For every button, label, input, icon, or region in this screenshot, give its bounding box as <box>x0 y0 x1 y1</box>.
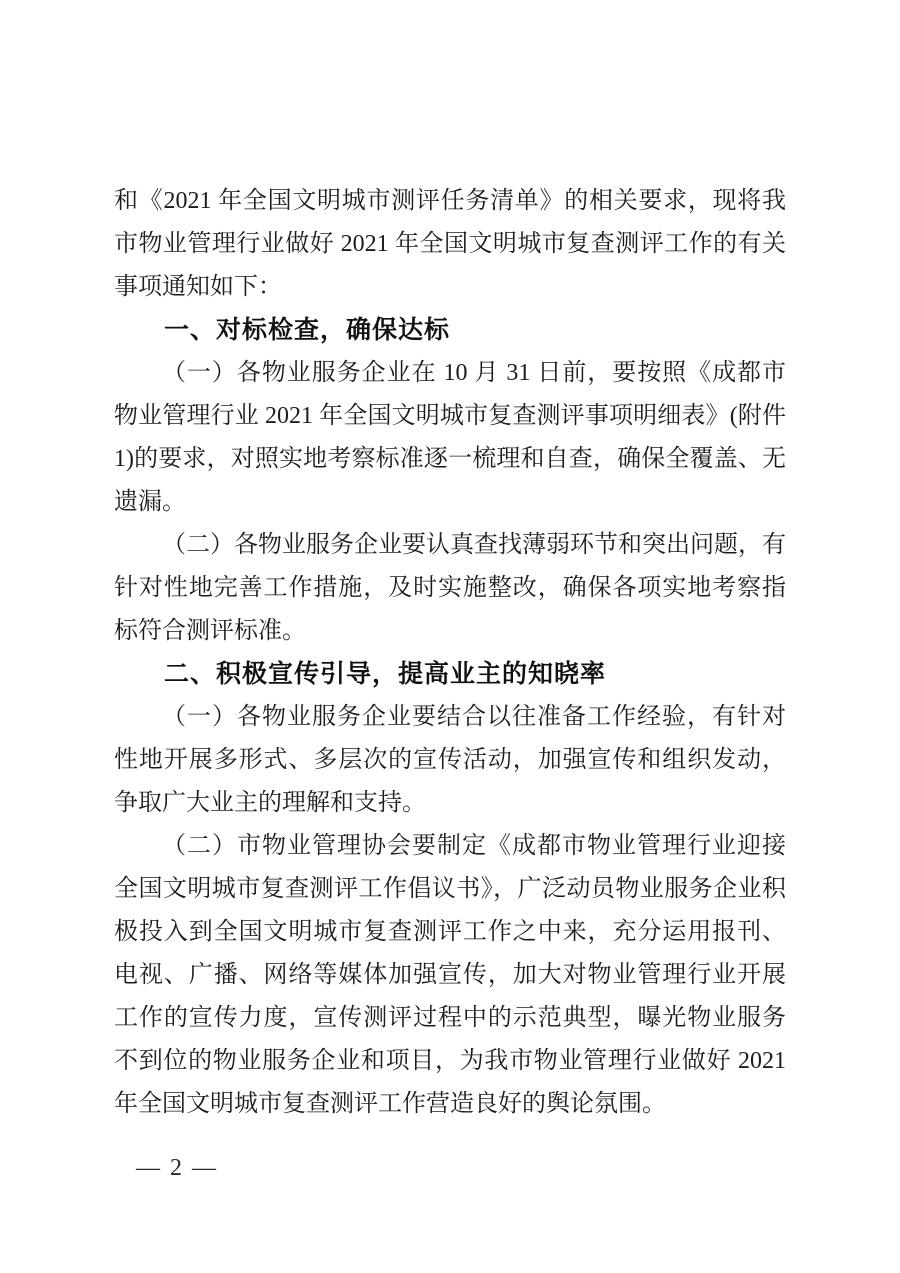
page-number: — 2 — <box>136 1155 218 1181</box>
paragraph-line: 针对性地完善工作措施，及时实施整改，确保各项实地考察指 <box>114 575 786 601</box>
paragraph-line: （二）市物业管理协会要制定《成都市物业管理行业迎接 <box>162 833 786 859</box>
paragraph-line: 全国文明城市复查测评工作倡议书》，广泛动员物业服务企业积 <box>114 876 786 902</box>
paragraph-line: 和《2021 年全国文明城市测评任务清单》的相关要求，现将我 <box>114 188 786 214</box>
paragraph-line: （一）各物业服务企业在 10 月 31 日前，要按照《成都市 <box>162 360 786 386</box>
paragraph-line: （二）各物业服务企业要认真查找薄弱环节和突出问题，有 <box>162 532 786 558</box>
paragraph-line: （一）各物业服务企业要结合以往准备工作经验，有针对 <box>162 704 786 730</box>
paragraph-line: 1)的要求，对照实地考察标准逐一梳理和自查，确保全覆盖、无 <box>114 446 786 472</box>
paragraph-line: 标符合测评标准。 <box>114 618 306 644</box>
paragraph-line: 物业管理行业 2021 年全国文明城市复查测评事项明细表》(附件 <box>114 403 786 429</box>
paragraph-line: 年全国文明城市复查测评工作营造良好的舆论氛围。 <box>114 1091 666 1117</box>
paragraph-line: 争取广大业主的理解和支持。 <box>114 790 426 816</box>
document-body <box>114 180 786 1126</box>
section-heading-2: 二、积极宣传引导，提高业主的知晓率 <box>164 660 607 688</box>
paragraph-line: 遗漏。 <box>114 489 186 515</box>
paragraph-line: 市物业管理行业做好 2021 年全国文明城市复查测评工作的有关 <box>114 231 786 257</box>
section-heading-1: 一、对标检查，确保达标 <box>164 316 451 344</box>
paragraph-line: 极投入到全国文明城市复查测评工作之中来，充分运用报刊、 <box>114 919 786 945</box>
paragraph-line: 性地开展多形式、多层次的宣传活动，加强宣传和组织发动， <box>114 747 786 773</box>
paragraph-line: 不到位的物业服务企业和项目，为我市物业管理行业做好 2021 <box>114 1048 786 1074</box>
paragraph-line: 电视、广播、网络等媒体加强宣传，加大对物业管理行业开展 <box>114 962 786 988</box>
page-footer <box>136 1152 218 1184</box>
paragraph-line: 工作的宣传力度，宣传测评过程中的示范典型，曝光物业服务 <box>114 1005 786 1031</box>
paragraph-line: 事项通知如下： <box>114 274 282 300</box>
